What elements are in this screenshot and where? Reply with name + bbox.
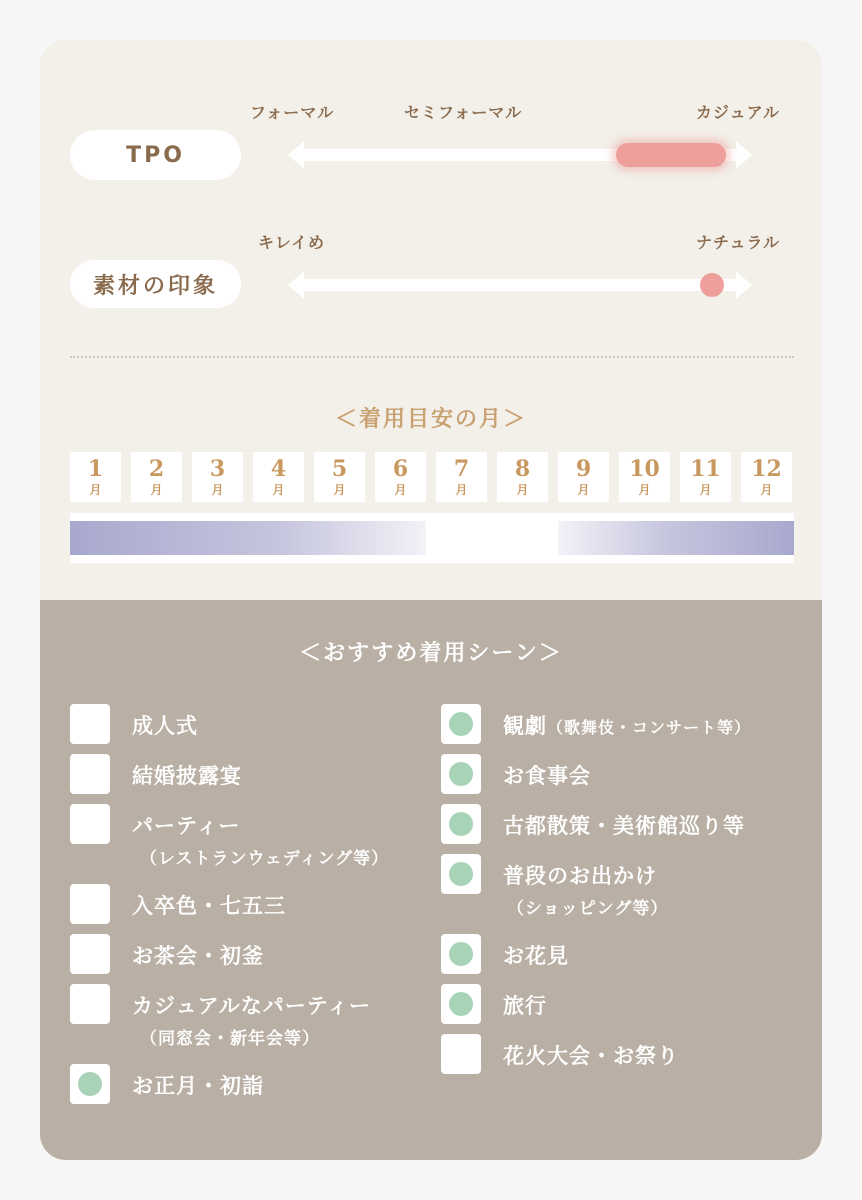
scene-label: お茶会・初釜 bbox=[132, 944, 264, 968]
scene-label: 成人式 bbox=[132, 714, 198, 738]
month-number: 10 bbox=[629, 456, 660, 482]
month-unit: 月 bbox=[760, 483, 773, 497]
month-unit: 月 bbox=[333, 483, 346, 497]
month-number: 5 bbox=[331, 456, 348, 482]
month-number: 11 bbox=[690, 456, 721, 482]
month-unit: 月 bbox=[638, 483, 651, 497]
wear-period-jan-jun bbox=[70, 521, 426, 555]
scene-label: お花見 bbox=[503, 944, 569, 968]
checked-dot-icon bbox=[449, 862, 473, 886]
scene-label: お食事会 bbox=[503, 764, 591, 788]
checked-dot-icon bbox=[449, 762, 473, 786]
month-number: 7 bbox=[453, 456, 470, 482]
month-7 bbox=[436, 452, 487, 502]
checked-dot-icon bbox=[449, 812, 473, 836]
checked-dot-icon bbox=[78, 1072, 102, 1096]
scene-checkbox bbox=[70, 1064, 110, 1104]
scene-checkbox bbox=[441, 984, 481, 1024]
month-unit: 月 bbox=[577, 483, 590, 497]
tpo-label: TPO bbox=[126, 142, 185, 168]
month-unit: 月 bbox=[516, 483, 529, 497]
month-number: 9 bbox=[575, 456, 592, 482]
material-label-pill bbox=[70, 260, 241, 308]
month-number: 4 bbox=[270, 456, 287, 482]
month-unit: 月 bbox=[211, 483, 224, 497]
tpo-scale-semiformal: セミフォーマル bbox=[404, 103, 523, 122]
product-spec-card bbox=[40, 40, 822, 1160]
month-2 bbox=[131, 452, 182, 502]
month-1 bbox=[70, 452, 121, 502]
month-11 bbox=[680, 452, 731, 502]
checked-dot-icon bbox=[449, 712, 473, 736]
month-5 bbox=[314, 452, 365, 502]
scene-checkbox bbox=[70, 984, 110, 1024]
scene-checkbox bbox=[441, 1034, 481, 1074]
material-label: 素材の印象 bbox=[92, 273, 218, 299]
scene-label: 旅行 bbox=[503, 994, 547, 1018]
scene-checkbox bbox=[70, 804, 110, 844]
scene-label: 結婚披露宴 bbox=[132, 764, 242, 788]
material-scale-track bbox=[302, 279, 740, 291]
scene-label: 入卒色・七五三 bbox=[132, 894, 286, 918]
checked-dot-icon bbox=[449, 942, 473, 966]
month-unit: 月 bbox=[89, 483, 102, 497]
material-scale-clean: キレイめ bbox=[258, 233, 326, 252]
month-10 bbox=[619, 452, 670, 502]
scene-checkbox bbox=[441, 934, 481, 974]
scene-checkbox bbox=[441, 704, 481, 744]
wear-period-sep-dec bbox=[558, 521, 794, 555]
material-position-marker bbox=[700, 273, 724, 297]
scene-checkbox bbox=[70, 884, 110, 924]
scene-label bbox=[503, 710, 751, 740]
dotted-divider bbox=[70, 356, 794, 358]
checked-dot-icon bbox=[449, 992, 473, 1016]
month-6 bbox=[375, 452, 426, 502]
month-unit: 月 bbox=[455, 483, 468, 497]
months-title: ＜着用目安の月＞ bbox=[334, 407, 527, 432]
scene-sublabel: （レストランウェディング等） bbox=[140, 849, 390, 869]
month-number: 6 bbox=[392, 456, 409, 482]
scene-label-note: （歌舞伎・コンサート等） bbox=[547, 718, 752, 737]
month-unit: 月 bbox=[394, 483, 407, 497]
month-unit: 月 bbox=[699, 483, 712, 497]
month-8 bbox=[497, 452, 548, 502]
scenes-title: ＜おすすめ着用シーン＞ bbox=[299, 641, 563, 666]
scene-label-main: 観劇 bbox=[503, 714, 547, 738]
scene-checkbox bbox=[70, 704, 110, 744]
scene-label: パーティー bbox=[132, 814, 241, 838]
scene-checkbox bbox=[70, 934, 110, 974]
month-number: 3 bbox=[209, 456, 226, 482]
tpo-position-marker bbox=[616, 143, 726, 167]
scene-checkbox bbox=[441, 804, 481, 844]
month-3 bbox=[192, 452, 243, 502]
scene-label: お正月・初詣 bbox=[132, 1074, 264, 1098]
month-number: 12 bbox=[751, 456, 782, 482]
month-4 bbox=[253, 452, 304, 502]
scene-checkbox bbox=[70, 754, 110, 794]
month-unit: 月 bbox=[272, 483, 285, 497]
month-9 bbox=[558, 452, 609, 502]
month-unit: 月 bbox=[150, 483, 163, 497]
month-number: 1 bbox=[87, 456, 104, 482]
scene-label: 古都散策・美術館巡り等 bbox=[503, 814, 745, 838]
tpo-scale-casual: カジュアル bbox=[696, 103, 781, 122]
month-number: 2 bbox=[148, 456, 165, 482]
scene-label: カジュアルなパーティー bbox=[132, 994, 372, 1018]
tpo-scale-formal: フォーマル bbox=[250, 103, 335, 122]
material-arrow-right-icon bbox=[736, 271, 752, 299]
month-number: 8 bbox=[514, 456, 531, 482]
tpo-arrow-right-icon bbox=[736, 141, 752, 169]
tpo-label-pill bbox=[70, 130, 241, 180]
material-scale-natural: ナチュラル bbox=[696, 233, 781, 252]
scene-label: 花火大会・お祭り bbox=[503, 1044, 679, 1068]
scene-sublabel: （ショッピング等） bbox=[507, 899, 669, 919]
scene-checkbox bbox=[441, 854, 481, 894]
month-12 bbox=[741, 452, 792, 502]
scene-label: 普段のお出かけ bbox=[503, 864, 657, 888]
scene-sublabel: （同窓会・新年会等） bbox=[140, 1029, 320, 1049]
spec-top-section bbox=[40, 40, 822, 600]
scene-checkbox bbox=[441, 754, 481, 794]
